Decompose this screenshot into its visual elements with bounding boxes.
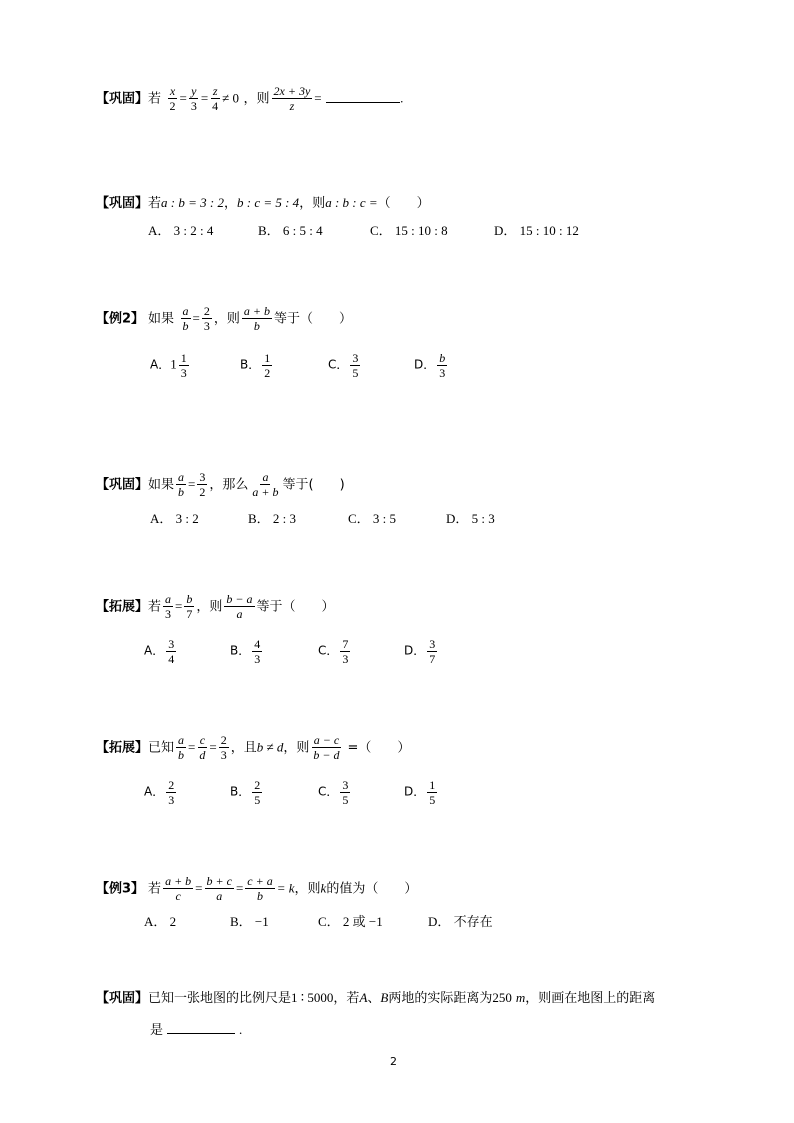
option-d[interactable]: D． 15 : 10 : 12	[494, 223, 579, 238]
option-d[interactable]: D． 不存在	[428, 914, 493, 929]
option-d[interactable]: D． $\frac{1}{5}$	[404, 778, 436, 807]
page-number: 2	[390, 1055, 397, 1068]
option-c[interactable]: C． 2 或 −1	[318, 914, 383, 929]
question-tag: 【巩固】	[96, 991, 149, 1006]
option-a[interactable]: A． 3 : 2 : 4	[148, 223, 214, 238]
fraction: $\frac{z}{4}$	[212, 84, 219, 113]
question-1: 【巩固】若 $\frac{x}{2}$ = $\frac{y}{3}$ = $\frac{z}{4}$ ≠ 0 ，则 $\frac{2x + 3y}{z}$ = .	[96, 84, 404, 113]
question-2: 【巩固】若a : b = 3 : 2，b : c = 5 : 4，则a : b : c =（ ）	[96, 195, 430, 211]
option-c[interactable]: C． $\frac{3}{5}$	[328, 351, 359, 380]
option-b[interactable]: B． $\frac{4}{3}$	[230, 637, 261, 666]
option-b[interactable]: B． $\frac{2}{5}$	[230, 778, 261, 807]
question-7: 【例3】 若 $\frac{a + b}{c}$ = $\frac{b + c}{a}$ = $\frac{c + a}{b}$ = k，则k的值为（ ）	[96, 874, 418, 903]
option-d[interactable]: D． 5 : 3	[446, 511, 495, 526]
option-d[interactable]: D． $\frac{b}{3}$	[414, 351, 446, 380]
question-tag: 【拓展】	[96, 740, 149, 756]
question-tag: 【巩固】	[96, 196, 149, 211]
fraction: $\frac{x}{2}$	[169, 84, 176, 113]
option-a[interactable]: A． 2	[144, 914, 177, 929]
answer-blank[interactable]	[326, 90, 400, 103]
option-c[interactable]: C． 15 : 10 : 8	[370, 223, 448, 238]
option-c[interactable]: C． $\frac{3}{5}$	[318, 778, 349, 807]
option-b[interactable]: B． −1	[230, 914, 269, 929]
answer-blank[interactable]	[167, 1021, 235, 1034]
question-4: 【巩固】如果 $\frac{a}{b}$ = $\frac{3}{2}$ ，那么 $\frac{a}{a + b}$ 等于( )	[96, 470, 345, 499]
fraction: $\frac{y}{3}$	[190, 84, 197, 113]
option-a[interactable]: A． 3 : 2	[150, 511, 199, 526]
question-tag: 【巩固】	[96, 91, 149, 107]
option-a[interactable]: A． $\frac{3}{4}$	[144, 637, 175, 666]
question-tag: 【巩固】	[96, 477, 149, 493]
option-d[interactable]: D． $\frac{3}{7}$	[404, 637, 436, 666]
option-b[interactable]: B． 6 : 5 : 4	[258, 223, 323, 238]
option-c[interactable]: C． $\frac{7}{3}$	[318, 637, 349, 666]
option-b[interactable]: B． $\frac{1}{2}$	[240, 351, 271, 380]
option-c[interactable]: C． 3 : 5	[348, 511, 397, 526]
question-8: 【巩固】已知一张地图的比例尺是1 ∶ 5000，若A、B两地的实际距离为250 m，则画在地图上的距离	[96, 990, 656, 1006]
question-5: 【拓展】若 $\frac{a}{3}$ = $\frac{b}{7}$ ，则 $\frac{b - a}{a}$ 等于（ ）	[96, 592, 335, 621]
question-3: 【例2】 如果 $\frac{a}{b}$ = $\frac{2}{3}$ ，则 $\frac{a + b}{b}$ 等于（ ）	[96, 304, 352, 333]
question-tag: 【例3】	[96, 881, 145, 897]
question-tag: 【拓展】	[96, 599, 149, 615]
option-a[interactable]: A．1 $\frac{1}{3}$	[150, 351, 187, 380]
question-8-line-2: 是 .	[150, 1022, 243, 1038]
question-tag: 【例2】	[96, 311, 145, 327]
fraction: $\frac{2x + 3y}{z}$	[273, 84, 311, 113]
option-b[interactable]: B． 2 : 3	[248, 511, 297, 526]
question-6: 【拓展】已知 $\frac{a}{b}$ = $\frac{c}{d}$ = $\frac{2}{3}$ ，且b ≠ d，则 $\frac{a - c}{b - d}$ =（ ）	[96, 733, 411, 762]
option-a[interactable]: A． $\frac{2}{3}$	[144, 778, 175, 807]
